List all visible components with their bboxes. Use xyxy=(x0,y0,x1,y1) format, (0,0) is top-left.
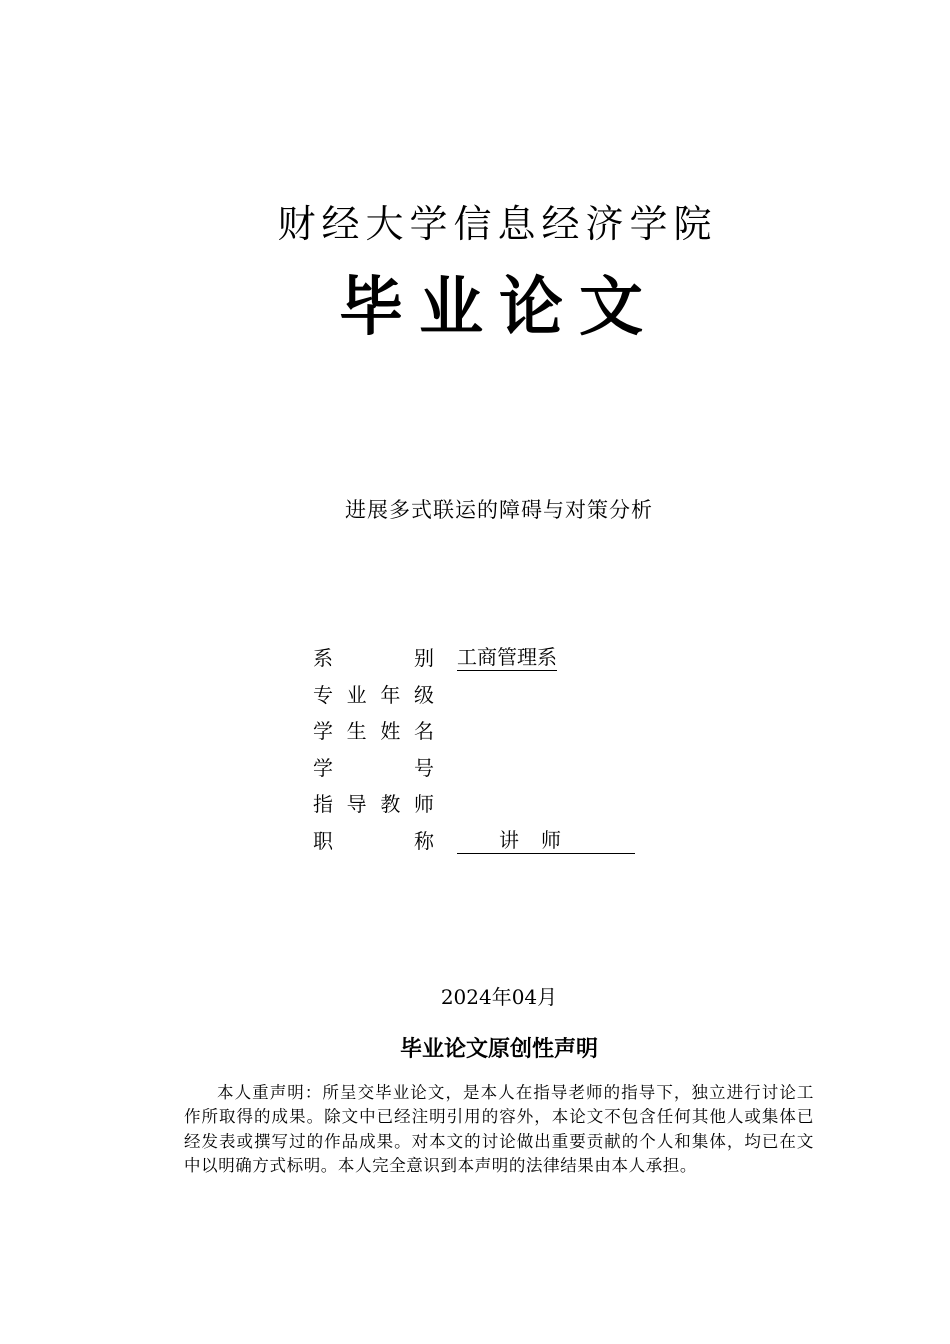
info-label-student-name: 学 生 姓 名 xyxy=(313,719,434,743)
declaration-body: 本人重声明：所呈交毕业论文，是本人在指导老师的指导下，独立进行讨论工作所取得的成果。除文中已经注明引用的容外，本论文不包含任何其他人或集体已经发表或撰写过的作品成果。对本文的讨论做出重要贡献的个人和集体，均已在文中以明确方式标明。本人完全意识到本声明的法律结果由本人承担。 xyxy=(184,1083,814,1176)
thesis-title: 进展多式联运的障碍与对策分析 xyxy=(345,498,653,522)
thesis-type-heading: 毕业论文 xyxy=(339,271,659,345)
info-label-major-year: 专 业 年 级 xyxy=(313,682,434,707)
school-name: 财经大学信息经济学院 xyxy=(277,202,718,246)
info-label-advisor: 指 导 教 师 xyxy=(313,792,434,816)
info-label-student-id: 学 号 xyxy=(313,755,434,780)
submission-date: 2024年04月 xyxy=(440,985,558,1009)
info-value-advisor-title: 讲师 xyxy=(457,827,635,854)
info-label-advisor-title: 职 称 xyxy=(313,828,434,853)
info-value-department: 工商管理系 xyxy=(457,645,557,669)
declaration-title: 毕业论文原创性声明 xyxy=(399,1036,598,1062)
info-label-department: 系 别 xyxy=(313,646,434,670)
